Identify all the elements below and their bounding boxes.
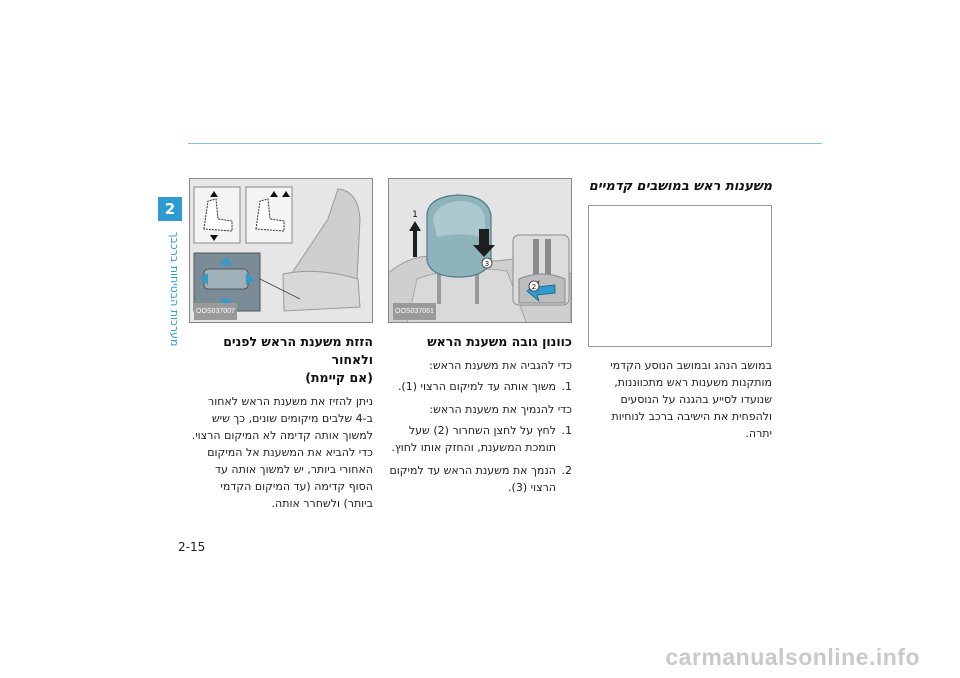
figure-label-1: 1 [412,210,418,220]
column-forward-backward [189,178,373,512]
seat-adjust-illustration [189,179,372,323]
section-title-front-headrests: משענות ראש במושבים קדמיים [588,179,772,194]
figure-label-2: 2 [531,283,537,291]
chapter-title-vertical: מערכות הבטיחות ברכבך [168,231,181,347]
front-headrests-body: במושב הנהג ובמושב הנוסע הקדמי מותקנות משענות ראש מתכווננות, שנועדו לסייע בהגנה על הנוסעים ולהפחית את הישיבה ברכב לנוחיות יתרה. [610,359,772,440]
figure-code: OOS037007 [194,303,237,320]
figure-seat-adjust [189,178,373,323]
figure-code: OOS037061 [393,303,436,320]
column-height-adjust [388,178,572,502]
figure-headrest-height [388,178,572,323]
lower-intro: כדי להנמיך את משענת הראש: [429,403,572,416]
top-rule [188,143,822,144]
raise-intro: כדי להגביה את משענת הראש: [429,359,572,372]
headrest-height-illustration [388,179,571,323]
list-item: 1. משוך אותה עד למיקום הרצוי (1). [397,380,572,393]
figure-label-3: 3 [484,260,490,268]
section-title-forward-backward: הזזת משענת הראש לפנים ולאחור [223,334,373,367]
lower-steps [388,422,572,496]
section-title-sub: (אם קיימת) [305,370,373,385]
list-item: 1. לחץ על לחצן השחרור (2) שעל תומכת המשענת, והחזק אותו לחוץ. [391,424,572,454]
empty-figure-box [588,205,772,347]
chapter-number-tab: 2 [158,197,182,221]
list-item: 2. הנמך את משענת הראש עד למיקום הרצוי (3). [389,464,572,494]
section-title-height-adjust: כוונון גובה משענת הראש [427,334,572,349]
page-number: 2-15 [178,540,206,554]
raise-steps [388,378,572,395]
watermark-text: carmanualsonline.info [665,644,920,670]
forward-backward-body: ניתן להזיז את משענת הראש לאחור ב-4 שלבים מיקומים שונים, כך שיש למשוך אותה קדימה לא המיקום הרצוי. כדי להביא את המשענת אל המיקום האחורי ביותר, יש למשוך אותה עד הסוף קדימה (עד המיקום הקדמי ביותר) ולשחרר אותה. [191,395,373,510]
column-front-headrests [586,178,772,442]
